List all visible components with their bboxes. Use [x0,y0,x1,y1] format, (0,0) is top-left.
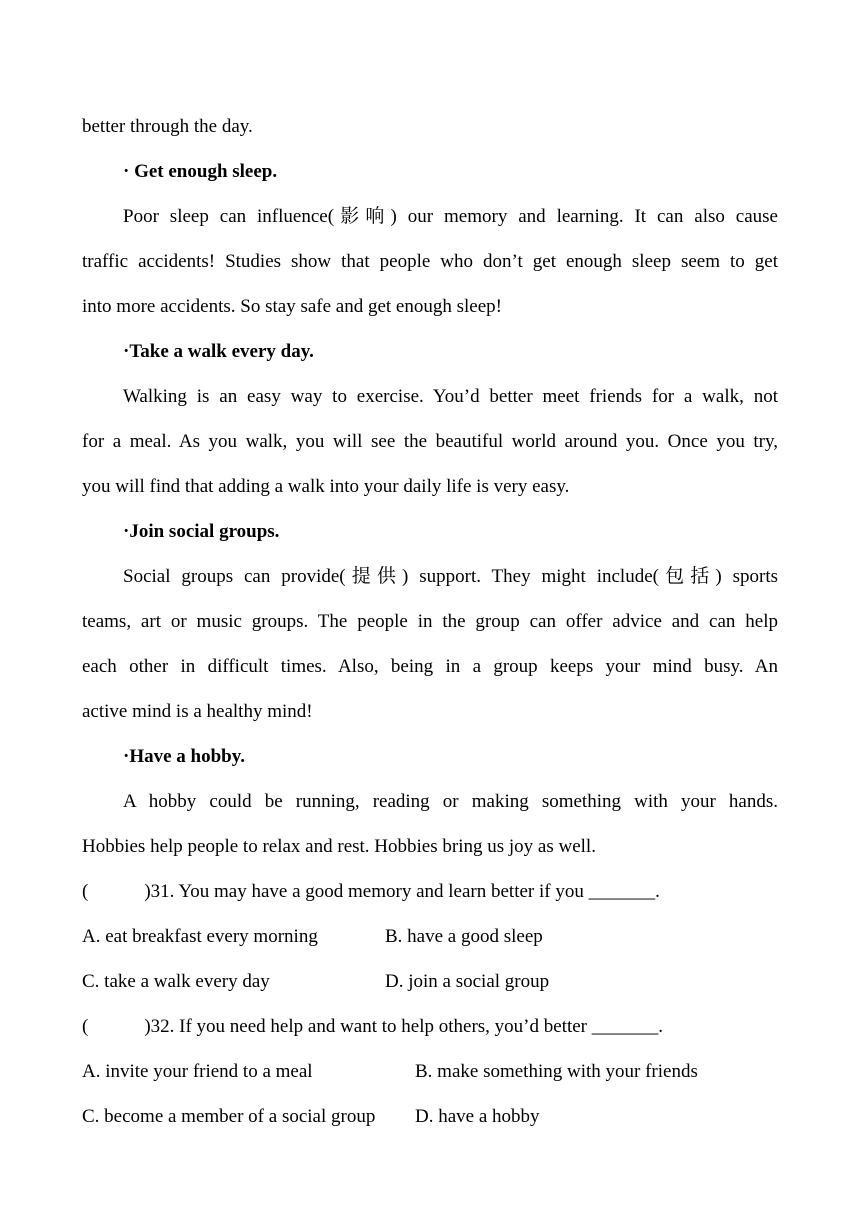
option-b: B. have a good sleep [385,926,543,947]
option-c: C. take a walk every day [82,971,270,992]
paragraph-line: better through the day. [82,116,253,137]
document-page [82,104,778,1139]
paragraph-line: Poor sleep can influence(影响) our memory and learning. It can also cause [123,206,778,227]
options-row [82,1049,778,1094]
question-stem: )31. You may have a good memory and learn better if you _______. [144,881,660,902]
options-row [82,959,778,1004]
option-a: A. eat breakfast every morning [82,926,318,947]
tip-heading-sleep: · Get enough sleep. [123,161,278,182]
paragraph-line: Hobbies help people to relax and rest. Hobbies bring us joy as well. [82,836,596,857]
tip-heading-hobby: ·Have a hobby. [123,746,245,767]
paragraph-line: traffic accidents! Studies show that people who don’t get enough sleep seem to get [82,251,778,272]
paragraph-line: each other in difficult times. Also, being in a group keeps your mind busy. An [82,656,778,677]
paragraph-line: active mind is a healthy mind! [82,701,313,722]
question-stem: )32. If you need help and want to help others, you’d better _______. [144,1016,664,1037]
answer-bracket-open: ( [82,881,89,902]
answer-bracket-open: ( [82,1016,89,1037]
paragraph-line: teams, art or music groups. The people in the group can offer advice and can help [82,611,778,632]
option-a: A. invite your friend to a meal [82,1061,313,1082]
question-31 [82,869,778,914]
tip-heading-walk: ·Take a walk every day. [123,341,314,362]
option-c: C. become a member of a social group [82,1106,376,1127]
paragraph-line: you will find that adding a walk into your daily life is very easy. [82,476,570,497]
paragraph-line: into more accidents. So stay safe and get enough sleep! [82,296,502,317]
paragraph-line: Social groups can provide(提供) support. They might include(包括) sports [123,566,778,587]
options-row [82,914,778,959]
paragraph-line: Walking is an easy way to exercise. You’d better meet friends for a walk, not [123,386,778,407]
paragraph-line: A hobby could be running, reading or making something with your hands. [123,791,778,812]
question-32 [82,1004,778,1049]
option-d: D. join a social group [385,971,550,992]
option-b: B. make something with your friends [415,1061,698,1082]
options-row [82,1094,778,1139]
option-d: D. have a hobby [415,1106,540,1127]
tip-heading-social: ·Join social groups. [123,521,280,542]
paragraph-line: for a meal. As you walk, you will see the beautiful world around you. Once you try, [82,431,778,452]
